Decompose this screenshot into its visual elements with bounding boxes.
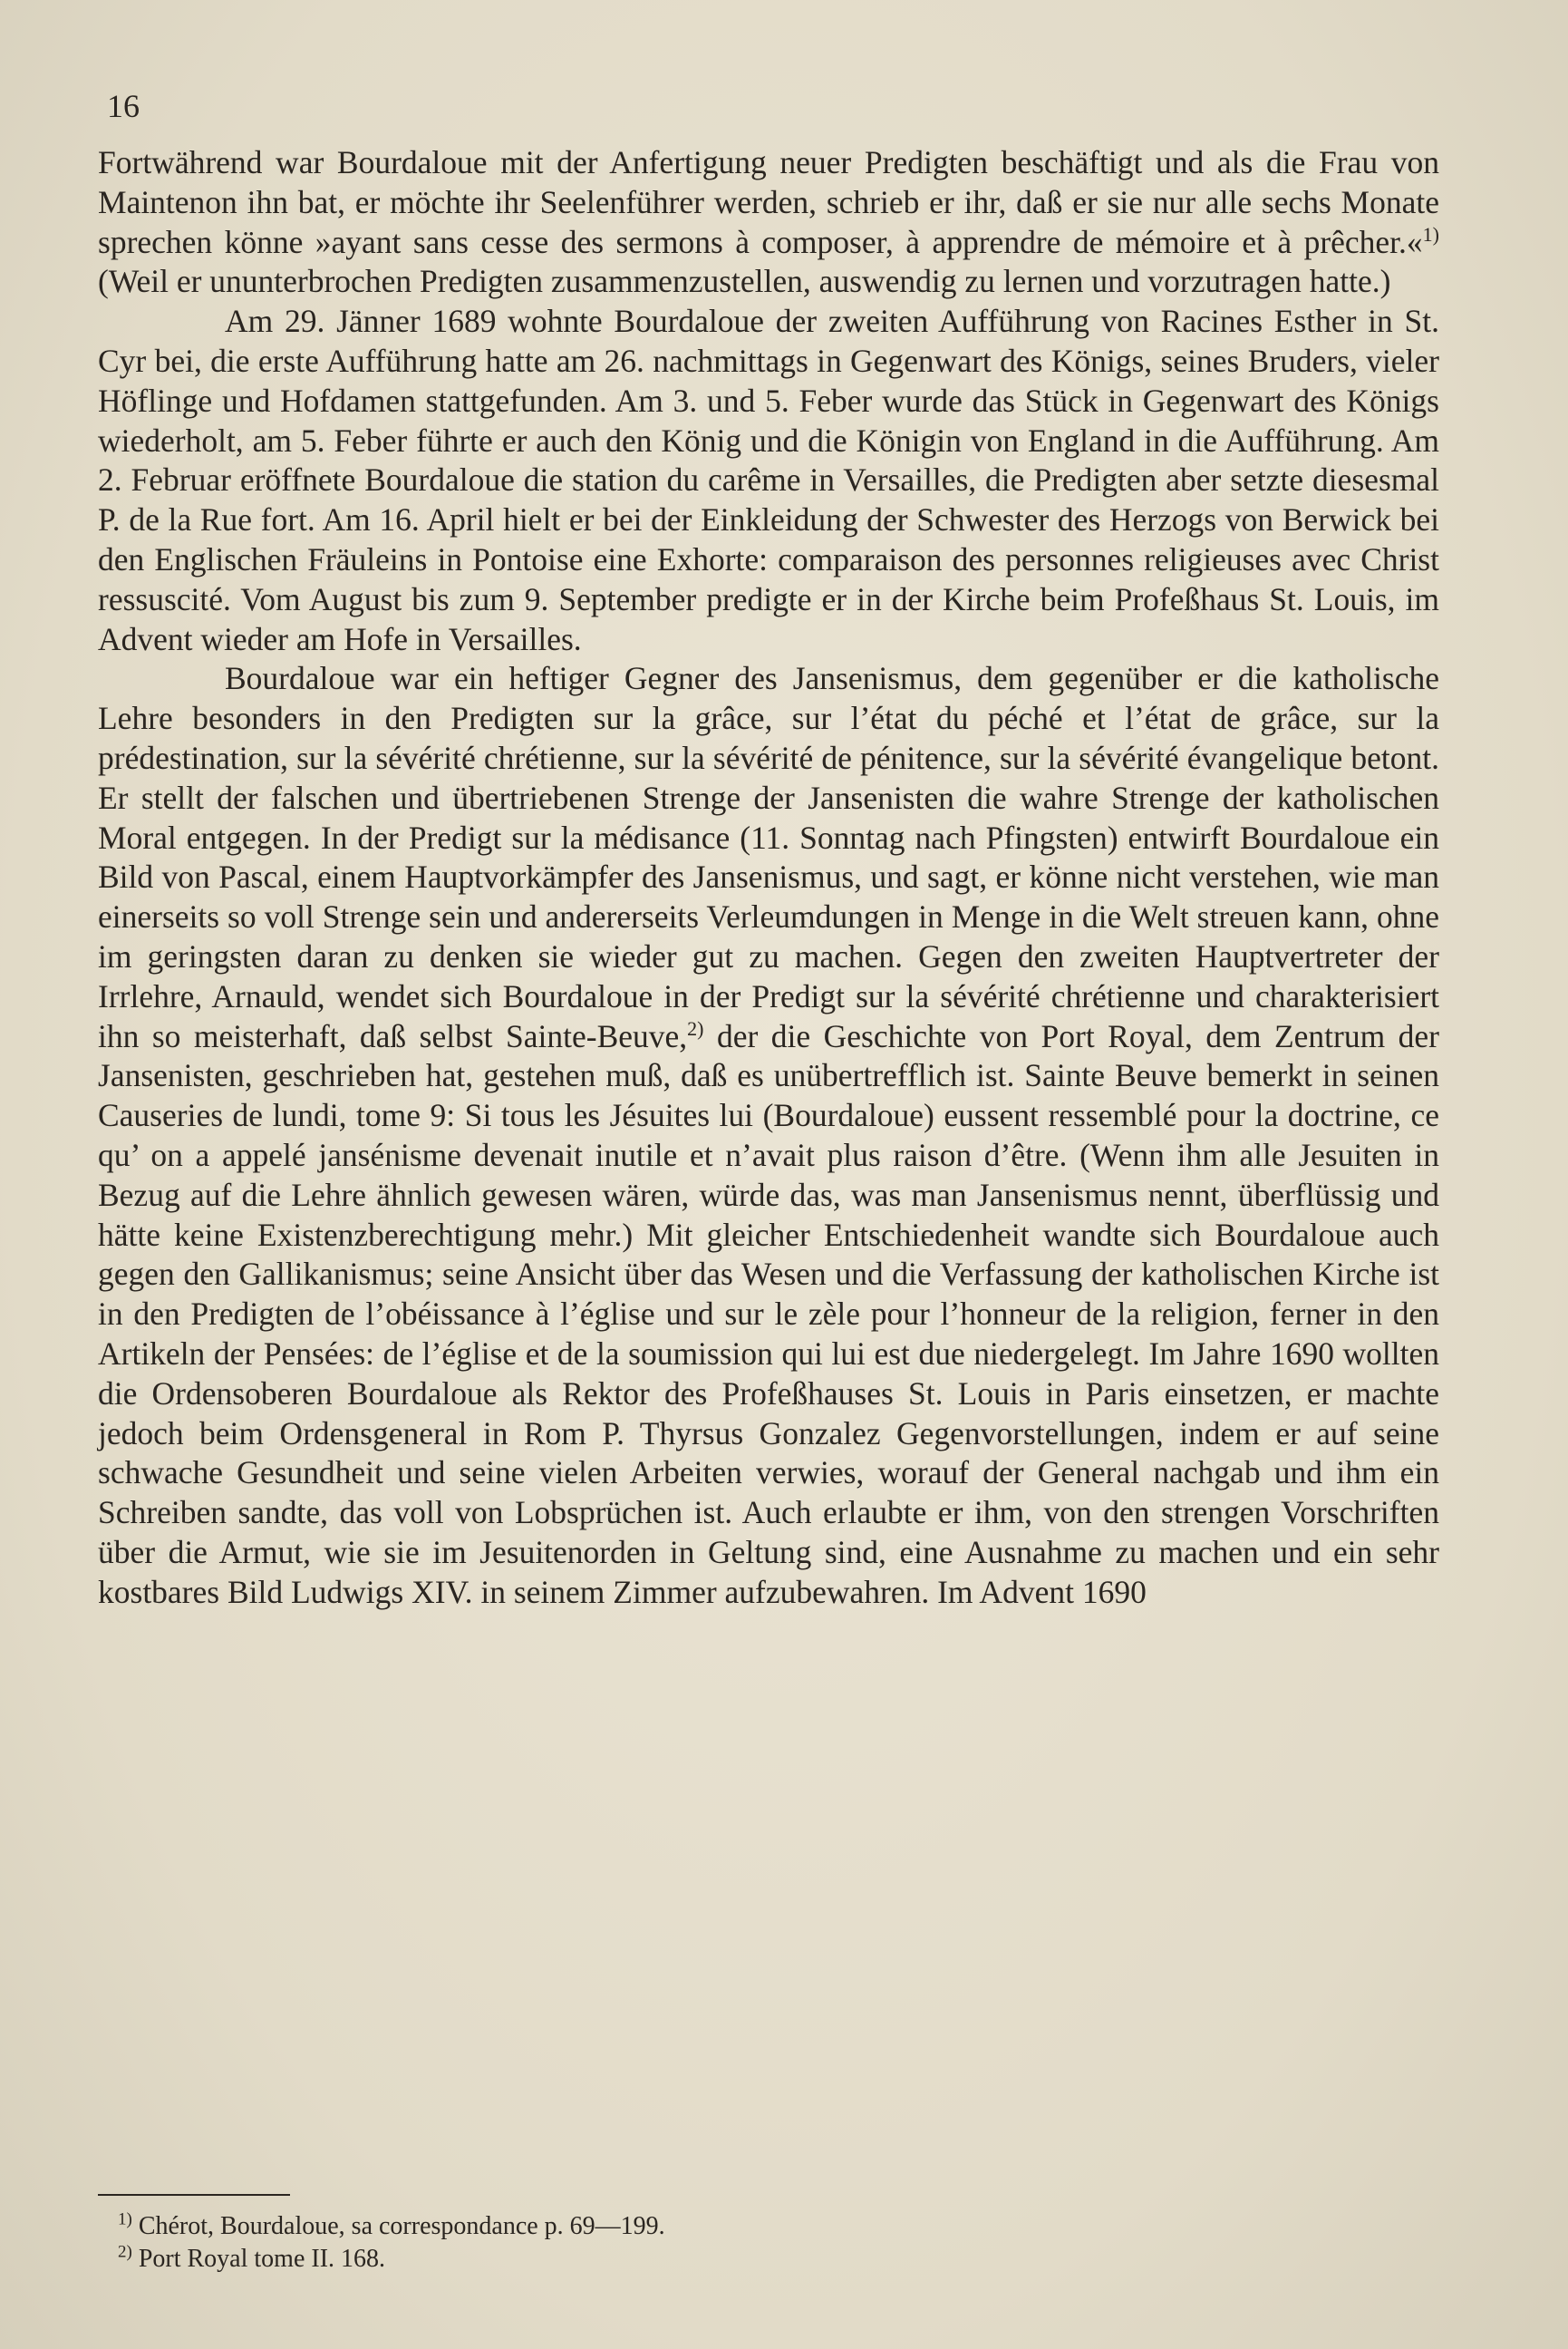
footnote-ref-1: 1) [1422, 222, 1439, 246]
footnote-2 [118, 2243, 665, 2276]
page-number: 16 [107, 88, 140, 124]
footnote-1 [118, 2210, 665, 2243]
footnote-2-mark: 2) [118, 2242, 132, 2262]
footnotes [118, 2210, 665, 2276]
paragraph-1 [98, 143, 1439, 302]
paragraph-3 [98, 659, 1439, 1612]
paragraph-1-text-b: (Weil er ununterbrochen Predigten zusammenzustellen, auswendig zu lernen und vorzutragen hatte.) [98, 263, 1391, 300]
paragraph-3-text-a: Bourdaloue war ein heftiger Gegner des Jansenismus, dem gegenüber er die katholische Lehre besonders in den Predigten sur la grâce, sur l’état du péché et l’état de grâce, sur la prédestination, sur la sévérité chrétienne, sur la sévérité de pénitence, sur la sévérité évangelique betont. Er stellt der falschen und übertriebenen Strenge der Jansenisten die wahre Strenge der katholischen Moral entgegen. In der Predigt sur la médisance (11. Sonntag nach Pfingsten) entwirft Bourdaloue ein Bild von Pascal, einem Hauptvorkämpfer des Jansenismus, und sagt, er könne nicht verstehen, wie man einerseits so voll Strenge sein und andererseits Verleumdungen in Menge in die Welt streuen kann, ohne im geringsten daran zu denken sie wieder gut zu machen. Gegen den zweiten Hauptvertreter der Irrlehre, Arnauld, wendet sich Bourdaloue in der Predigt sur la sévérité chrétienne und charakterisiert ihn so meisterhaft, daß selbst Sainte-Beuve, [98, 660, 1439, 1054]
footnote-2-text: Port Royal tome II. 168. [131, 2245, 386, 2273]
footnote-ref-2: 2) [687, 1016, 704, 1040]
main-text [98, 143, 1439, 1612]
footnote-1-mark: 1) [118, 2209, 132, 2229]
paragraph-3-text-b: der die Geschichte von Port Royal, dem Zentrum der Jansenisten, geschrieben hat, gestehen muß, daß es unübertrefflich ist. Sainte Beuve bemerkt in seinen Causeries de lundi, tome 9: Si tous les Jésuites lui (Bourdaloue) eussent ressemblé pour la doctrine, ce qu’ on a appelé jansénisme devenait inutile et n’avait plus raison d’être. (Wenn ihm alle Jesuiten in Bezug auf die Lehre ähnlich gewesen wären, würde das, was man Jansenismus nennt, überflüssig und hätte keine Existenzberechtigung mehr.) Mit gleicher Entschiedenheit wandte sich Bourdaloue auch gegen den Gallikanismus; seine Ansicht über das Wesen und die Verfassung der katholischen Kirche ist in den Predigten de l’obéissance à l’église und sur le zèle pour l’honneur de la religion, ferner in den Artikeln der Pensées: de l’église et de la soumission qui lui est due niedergelegt. Im Jahre 1690 wollten die Ordensoberen Bourdaloue als Rektor des Profeßhauses St. Louis in Paris einsetzen, er machte jedoch beim Ordensgeneral in Rom P. Thyrsus Gonzalez Gegenvorstellungen, indem er auf seine schwache Gesundheit und seine vielen Arbeiten verwies, worauf der General nachgab und ihm ein Schreiben sandte, das voll von Lobsprüchen ist. Auch erlaubte er ihm, von den strengen Vorschriften über die Armut, wie sie im Jesuitenorden in Geltung sind, eine Ausnahme zu machen und ein sehr kostbares Bild Ludwigs XIV. in seinem Zimmer aufzubewahren. Im Advent 1690 [98, 1017, 1439, 1610]
paragraph-2: Am 29. Jänner 1689 wohnte Bourdaloue der zweiten Aufführung von Racines Esther in St. Cyr bei, die erste Aufführung hatte am 26. nachmittags in Gegenwart des Königs, seines Bruders, vieler Höflinge und Hofdamen stattgefunden. Am 3. und 5. Feber wurde das Stück in Gegenwart des Königs wiederholt, am 5. Feber führte er auch den König und die Königin von England in die Aufführung. Am 2. Februar eröffnete Bourdaloue die station du carême in Versailles, die Predigten aber setzte diesesmal P. de la Rue fort. Am 16. April hielt er bei der Einkleidung der Schwester des Herzogs von Berwick bei den Englischen Fräuleins in Pontoise eine Exhorte: comparaison des personnes religieuses avec Christ ressuscité. Vom August bis zum 9. September predigte er in der Kirche beim Profeßhaus St. Louis, im Advent wieder am Hofe in Versailles. [98, 303, 1439, 657]
footnote-1-text: Chérot, Bourdaloue, sa correspondance p. 69—199. [131, 2212, 665, 2240]
paragraph-1-text-a: Fortwährend war Bourdaloue mit der Anfertigung neuer Predigten beschäftigt und als die Frau von Maintenon ihn bat, er möchte ihr Seelenführer werden, schrieb er ihr, daß er sie nur alle sechs Monate sprechen könne »ayant sans cesse des sermons à composer, à apprendre de mémoire et à prêcher.« [98, 144, 1439, 260]
footnote-divider [98, 2194, 290, 2196]
